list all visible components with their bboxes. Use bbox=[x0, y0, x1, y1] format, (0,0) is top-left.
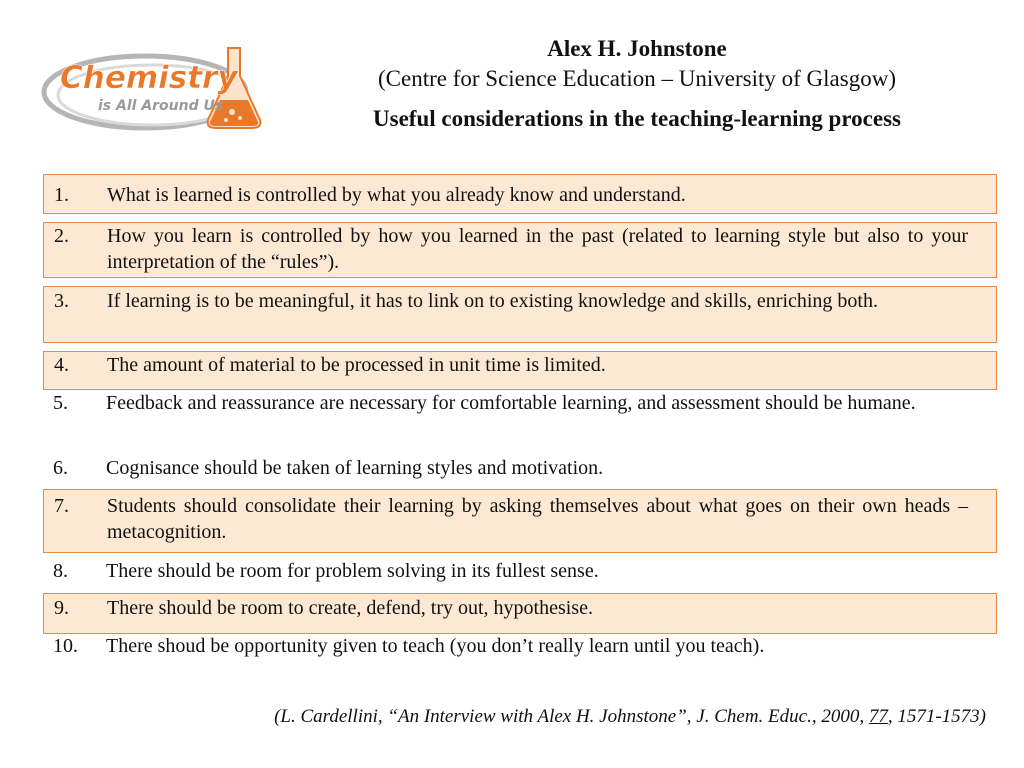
list-item-number: 5. bbox=[53, 392, 68, 414]
list-item-text: What is learned is controlled by what you already know and understand. bbox=[107, 184, 686, 206]
list-item-text: Students should consolidate their learning by asking themselves about what goes on their own heads – metacognition. bbox=[107, 495, 968, 543]
chemistry-logo-graphic bbox=[40, 40, 270, 135]
list-item-text: There should be room to create, defend, try out, hypothesise. bbox=[107, 597, 593, 619]
list-item-number: 9. bbox=[54, 597, 69, 619]
list-item-number: 3. bbox=[54, 290, 69, 312]
list-item-text: Cognisance should be taken of learning styles and motivation. bbox=[106, 457, 604, 479]
citation-text: (L. Cardellini, “An Interview with Alex H. Johnstone”, J. Chem. Educ., 2000, bbox=[274, 706, 869, 727]
list-item-text: How you learn is controlled by how you learned in the past (related to learning style but also to your interpretation of the “rules”). bbox=[107, 225, 968, 273]
list-item bbox=[43, 558, 997, 586]
list-item bbox=[43, 489, 997, 553]
list-item bbox=[43, 174, 997, 214]
list-item-text: There shoud be opportunity given to teach (you don’t really learn until you teach). bbox=[106, 635, 765, 657]
list-item-number: 7. bbox=[54, 495, 69, 517]
list-item bbox=[43, 351, 997, 390]
list-item-number: 8. bbox=[53, 560, 68, 582]
list-item-number: 1. bbox=[54, 184, 69, 206]
list-item bbox=[43, 455, 997, 483]
list-item-text: If learning is to be meaningful, it has to link on to existing knowledge and skills, enriching both. bbox=[107, 290, 878, 312]
list-item-number: 4. bbox=[54, 354, 69, 376]
chemistry-logo bbox=[40, 40, 270, 135]
slide-header bbox=[300, 34, 974, 134]
list-item bbox=[43, 222, 997, 278]
list-item-text: The amount of material to be processed in unit time is limited. bbox=[107, 354, 606, 376]
author-name: Alex H. Johnstone bbox=[547, 36, 727, 61]
list-item bbox=[43, 390, 997, 446]
list-item-text: Feedback and reassurance are necessary for comfortable learning, and assessment should be humane. bbox=[106, 392, 916, 414]
list-item-text: There should be room for problem solving in its fullest sense. bbox=[106, 560, 599, 582]
list-item-number: 2. bbox=[54, 225, 69, 247]
list-item-number: 6. bbox=[53, 457, 68, 479]
logo-wordmark: Chemistry bbox=[60, 60, 238, 96]
slide-title: Useful considerations in the teaching-learning process bbox=[373, 106, 901, 131]
list-item-number: 10. bbox=[53, 635, 78, 657]
list-item bbox=[43, 633, 997, 661]
logo-tagline: is All Around Us bbox=[98, 98, 224, 114]
citation-pages: , 1571-1573) bbox=[887, 706, 986, 727]
list-item bbox=[43, 593, 997, 634]
citation bbox=[274, 704, 986, 730]
list-item bbox=[43, 286, 997, 343]
author-affiliation: (Centre for Science Education – University of Glasgow) bbox=[378, 66, 896, 91]
citation-volume: 77 bbox=[868, 706, 888, 727]
